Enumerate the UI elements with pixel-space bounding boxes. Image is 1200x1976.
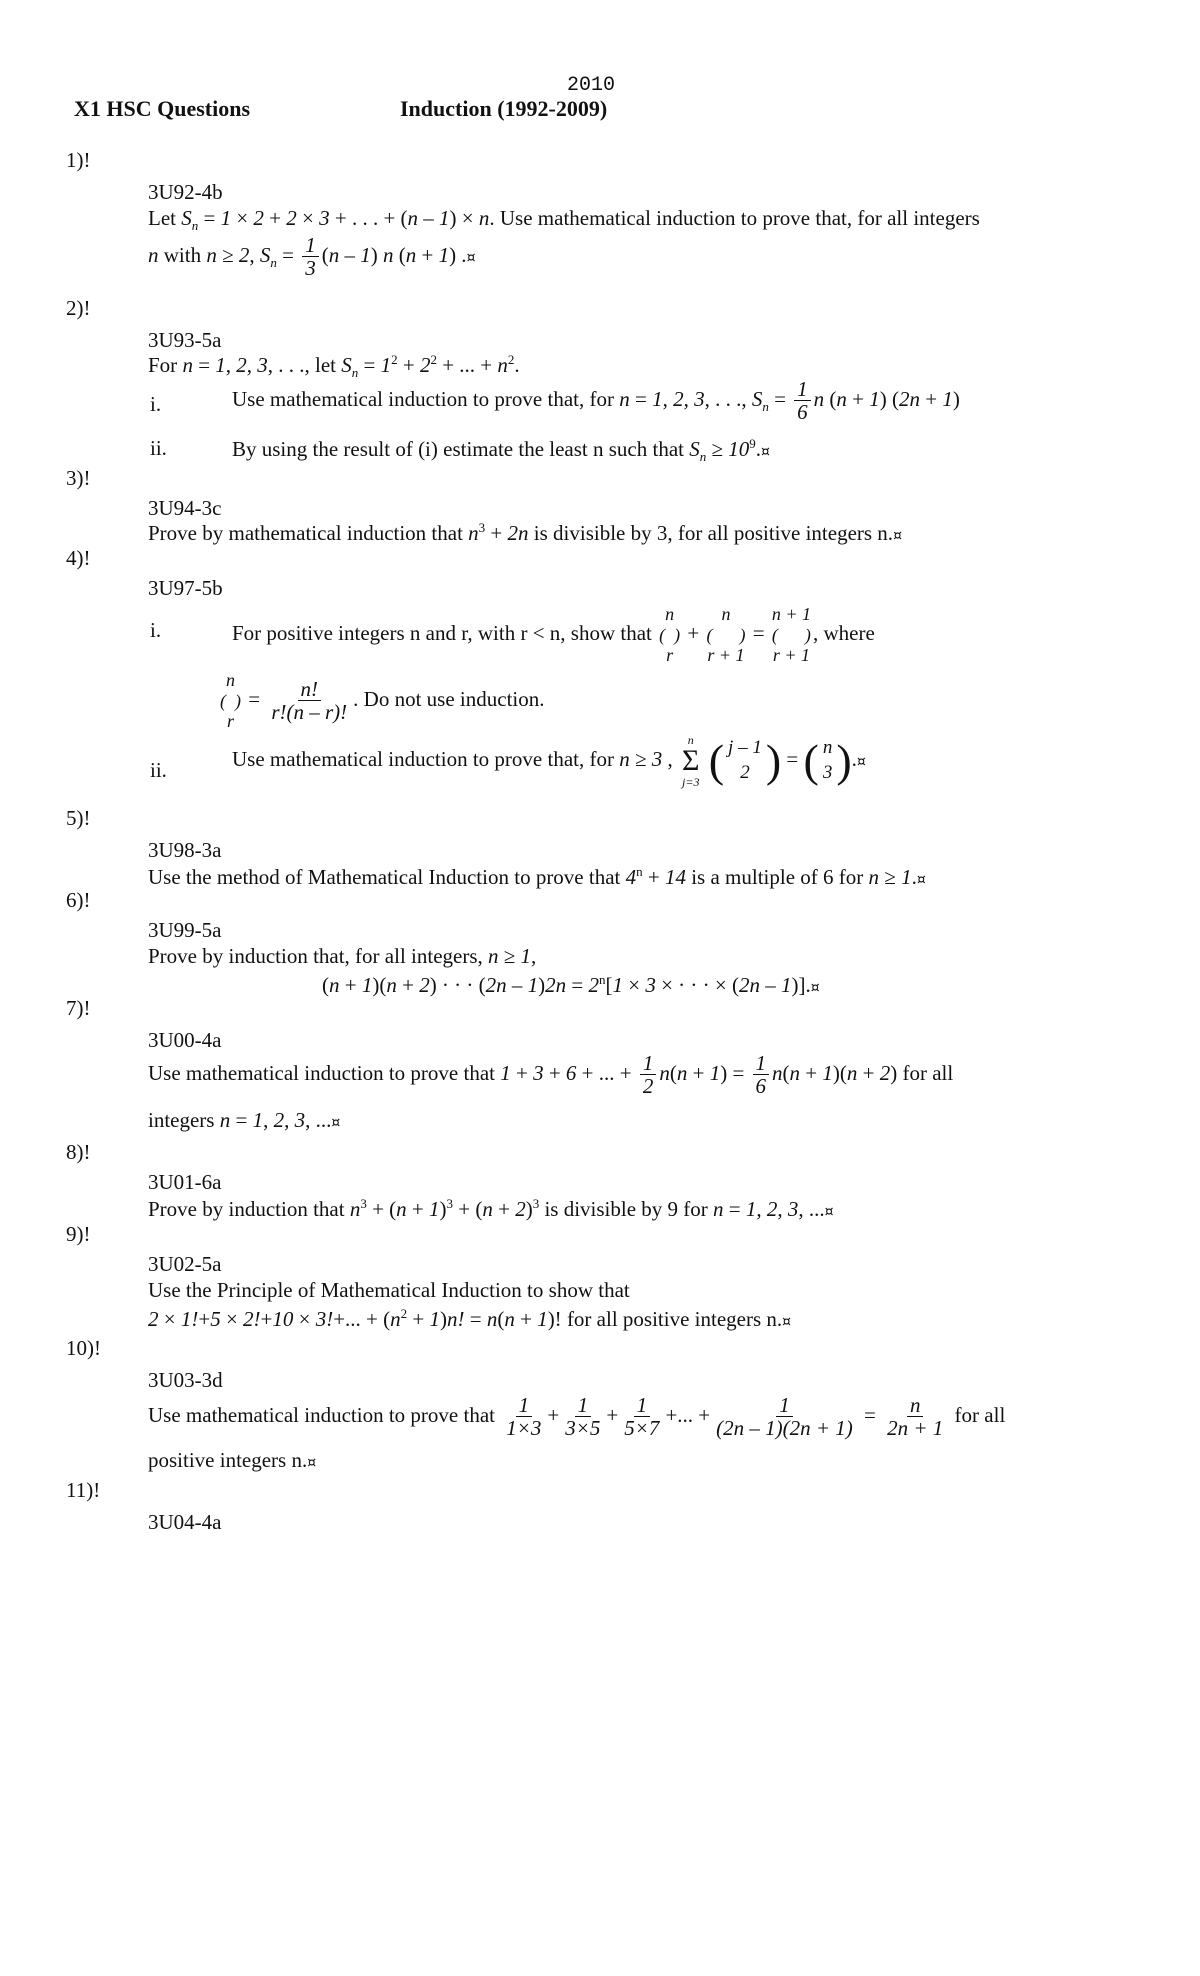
q4-part-i-label: i. <box>150 618 162 642</box>
question-code: 3U99-5a <box>148 918 222 942</box>
q7-line2: integers n = 1, 2, 3, ...¤ <box>148 1108 341 1132</box>
question-code: 3U93-5a <box>148 328 222 352</box>
question-number: 8)! <box>66 1140 91 1164</box>
q8-statement: Prove by induction that $n^3 + (n + 1)^3 + (n + 2)^3$ is divisible by 9 for n = 1, 2, 3, ...¤ <box>148 1196 834 1221</box>
q10-statement: Use mathematical induction to prove that $\frac{1}{1\times 3}$ + $\frac{1}{3\times 5}$ + $\frac{1}{5\times 7}$ +... + $\frac{1}{(2n - 1)(2n + 1)}$ = $\frac{n}{2n + 1}$ for all <box>148 1393 1006 1441</box>
question-number: 1)! <box>66 148 91 172</box>
q6-formula: (n + 1)(n + 2) · · · $(2n - 1)2n = 2^n[1 \times 3$ × · · · × (2n – 1)].¤ <box>322 972 820 997</box>
q9-statement: Use the Principle of Mathematical Induction to show that <box>148 1278 630 1302</box>
question-code: 3U02-5a <box>148 1252 222 1276</box>
q2-part-ii: By using the result of (i) estimate the least n such that $S_n$ ≥ $10^9.¤$ <box>232 436 770 465</box>
question-code: 3U97-5b <box>148 576 223 600</box>
question-number: 7)! <box>66 996 91 1020</box>
question-number: 3)! <box>66 466 91 490</box>
q3-statement: Prove by mathematical induction that $n^3 + 2n$ is divisible by 3, for all positive integers n.¤ <box>148 520 902 545</box>
header-left: X1 HSC Questions <box>74 96 251 121</box>
q1-formula: n with n ≥ 2, $S_n$ = $\frac{1}{3}$ (n – 1) n (n + 1) .¤ <box>148 233 476 281</box>
q2-part-ii-label: ii. <box>150 436 167 460</box>
question-code: 3U92-4b <box>148 180 223 204</box>
q5-statement: Use the method of Mathematical Induction to prove that $4^n + 14$ is a multiple of 6 for n ≥ 1.¤ <box>148 864 926 889</box>
q9-formula: 2 × 1!+5 × 2!+10 × 3!+... + $(n^2 + 1)n$! = n(n + 1)! for all positive integers n.¤ <box>148 1306 792 1331</box>
q10-line2: positive integers n.¤ <box>148 1448 317 1472</box>
question-code: 3U98-3a <box>148 838 222 862</box>
question-code: 3U01-6a <box>148 1170 222 1194</box>
q4-part-ii: Use mathematical induction to prove that, for n ≥ 3 , n Σ j=3 ( j – 1 2 ) = ( n 3 ) .¤ <box>232 733 866 789</box>
question-number: 2)! <box>66 296 91 320</box>
question-number: 6)! <box>66 888 91 912</box>
question-number: 4)! <box>66 546 91 570</box>
question-code: 3U00-4a <box>148 1028 222 1052</box>
q4-binomial-definition: n ( ) r = $\frac{n!}{r!(n - r)!}$ . Do not use induction. <box>220 670 545 732</box>
question-code: 3U04-4a <box>148 1510 222 1534</box>
question-code: 3U03-3d <box>148 1368 223 1392</box>
q2-statement: For n = 1, 2, 3, . . ., let $S_n = 1^2 + 2^2$ + ... + $n^2$. <box>148 352 520 381</box>
q7-statement: Use mathematical induction to prove that 1 + 3 + 6 + ... + $\frac{1}{2}$ n(n + 1) = $\frac{1}{6}$ n(n + 1)(n + 2) for all <box>148 1051 954 1099</box>
q4-part-ii-label: ii. <box>150 758 167 782</box>
question-number: 10)! <box>66 1336 101 1360</box>
question-number: 5)! <box>66 806 91 830</box>
q2-part-i-label: i. <box>150 392 162 416</box>
question-number: 9)! <box>66 1222 91 1246</box>
question-number: 11)! <box>66 1478 101 1502</box>
q4-part-i: For positive integers n and r, with r < n, show that n ( ) r + n ( ) r + 1 = n + 1 ( ) r + 1 , where <box>232 604 875 666</box>
q6-statement: Prove by induction that, for all integers, n ≥ 1, <box>148 944 537 968</box>
question-code: 3U94-3c <box>148 496 222 520</box>
header-center: Induction (1992-2009) <box>400 96 608 121</box>
q2-part-i: Use mathematical induction to prove that, for n = 1, 2, 3, . . ., $S_n$ = $\frac{1}{6}$ n (n + 1) (2n + 1) <box>232 377 960 425</box>
header-year-overlay: 2010 <box>567 74 616 97</box>
q1-statement: Let $S_n = 1 \times 2 + 2 \times 3$ + . . . + (n – 1) × n. Use mathematical induction to prove that, for all integers <box>148 206 980 234</box>
